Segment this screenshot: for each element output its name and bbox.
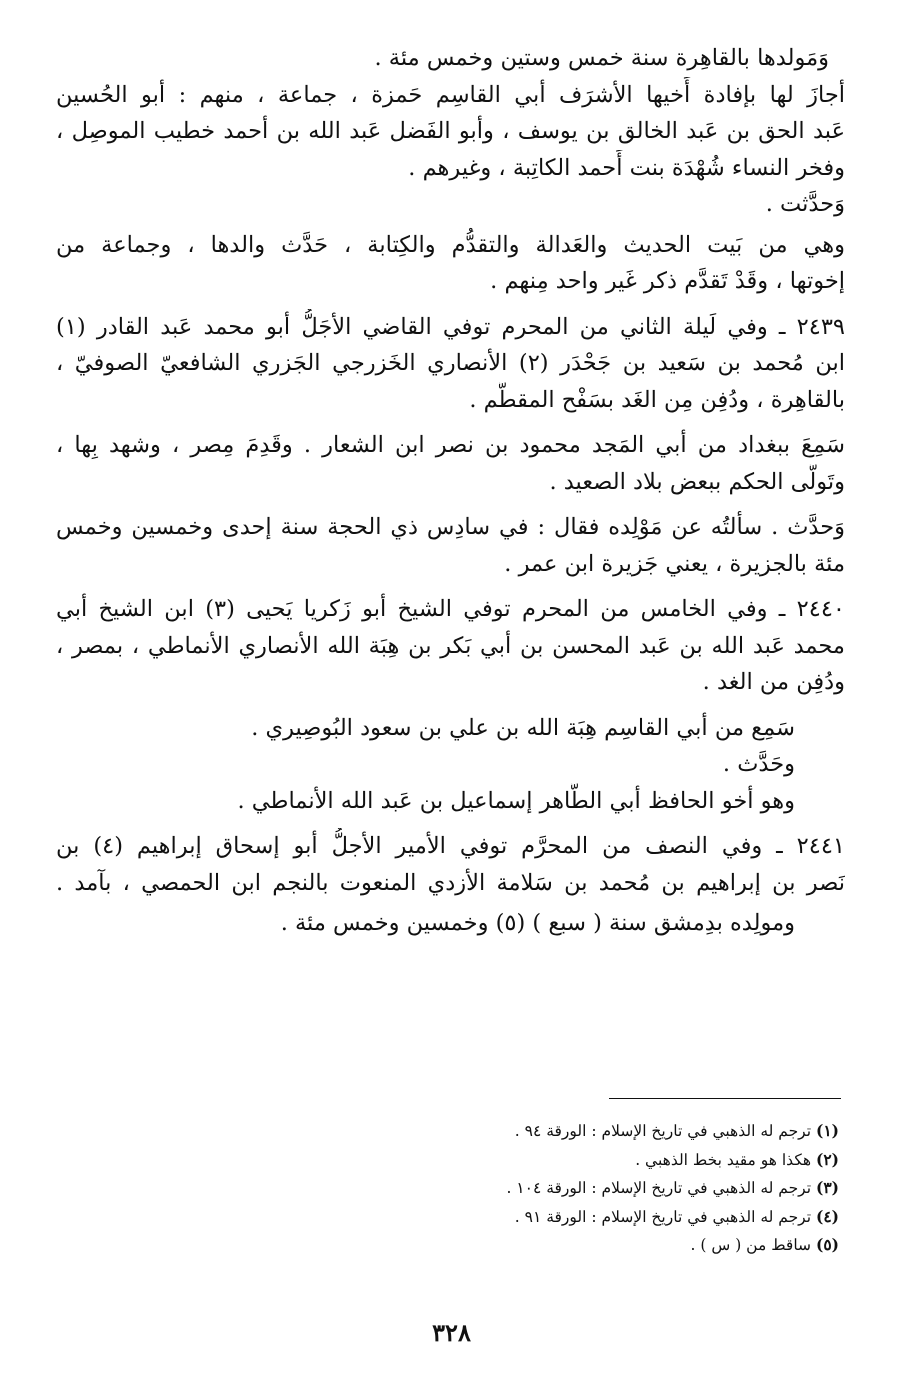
text-line: بالقاهِرة ، ودُفِن مِن الغَد بسَفْح المقطَّم . [469,386,845,413]
footnote-item [506,1174,839,1203]
text-line: سَمِعَ ببغداد من أبي المَجد محمود بن نصر ابن الشعار . وقَدِمَ مِصر ، وشهد بِها ، [56,432,845,458]
text-line: ودُفِن من الغد . [702,669,845,695]
footnote-text: ترجم له الذهبي في تاريخ الإسلام : الورقة ٩٤ . [514,1122,812,1140]
footnote-text: هكذا هو مقيد بخط الذهبي . [635,1150,812,1169]
text-line: عَبد الحق بن عَبد الخالق بن يوسف ، وأبو الفَضل عَبد الله بن أحمد خطيب الموصِل ، [56,118,845,144]
entry-2440-line: ٢٤٤٠ ـ وفي الخامس من المحرم توفي الشيخ أبو زَكريا يَحيى (٣) ابن الشيخ أبي [56,596,845,622]
entry-2441-line: ٢٤٤١ ـ وفي النصف من المحرَّم توفي الأمير الأجلُّ أبو إسحاق إبراهيم (٤) بن [56,833,845,859]
text-line: وَحدَّث . سألتُه عن مَوْلِده فقال : في سادِس ذي الحجة سنة إحدى وخمسين وخمس [56,514,845,540]
text-line: وهو أخو الحافظ أبي الطَّاهر إسماعيل بن عَبد الله الأنماطي . [237,787,795,814]
text-line: وتَولَّى الحكم ببعض بلاد الصعيد . [549,468,845,495]
footnote-number: (٢) [815,1149,839,1169]
footnote-item [506,1117,839,1146]
footnote-number: (٥) [815,1235,839,1254]
footnote-divider [609,1098,841,1099]
footnote-text: ساقط من ( س ) . [690,1236,812,1254]
footnote-number: (٣) [815,1178,839,1197]
text-line: نَصر بن إبراهيم بن مُحمد بن سَلامة الأزدي المنعوت بالنجم ابن الحمصي ، بآمد . [56,869,845,896]
text-line: محمد عَبد الله بن عَبد المحسن بن أبي بَكر بن هِبَة الله الأنصاري الأنماطي ، بمصر ، [56,632,845,659]
text-line: وهي من بَيت الحديث والعَدالة والتقدُّم والكِتابة ، حَدَّث والدها ، وجماعة من [56,231,845,258]
footnote-item [506,1146,839,1175]
footnote-number: (٤) [815,1206,839,1226]
text-line: وَحدَّثت . [765,191,845,217]
entry-2439-line: ٢٤٣٩ ـ وفي لَيلة الثاني من المحرم توفي القاضي الأجَلُّ أبو محمد عَبد القادر (١) [56,313,845,340]
page-number: ٣٢٨ [432,1318,471,1347]
footnote-item [506,1231,839,1260]
book-page-body [56,40,845,942]
text-line: وفخر النساء شُهْدَة بنت أَحمد الكاتِبة ، وغيرهم . [408,154,845,181]
text-line: إخوتها ، وقَدْ تَقدَّم ذكر غَير واحد مِنهم . [490,268,845,294]
text-line: وحَدَّث . [722,751,795,777]
text-line: سَمِع من أبي القاسِم هِبَة الله بن علي بن سعود البُوصِيري . [251,714,795,741]
text-line: أجازَ لها بإفادة أَخيها الأشرَف أبي القاسِم حَمزة ، جماعة ، منهم : أبو الحُسين [56,81,845,108]
footnote-text: ترجم له الذهبي في تاريخ الإسلام : الورقة ٩١ . [514,1207,812,1226]
footnote-item [506,1203,839,1232]
footnotes [506,1117,839,1260]
text-line: وَمَولدها بالقاهِرة سنة خمس وستين وخمس مئة . [374,45,829,71]
text-line: مئة بالجزيرة ، يعني جَزيرة ابن عمر . [504,550,845,577]
text-line: ابن مُحمد بن سَعيد بن جَحْدَر (٢) الأنصاري الخَزرجي الجَزري الشافعيّ الصوفيّ ، [56,350,845,376]
footnote-text: ترجم له الذهبي في تاريخ الإسلام : الورقة ١٠٤ . [506,1179,812,1197]
text-line: ومولِده بدِمشق سنة ( سبع ) (٥) وخمسين وخمس مئة . [280,910,795,936]
footnote-number: (١) [815,1121,839,1140]
